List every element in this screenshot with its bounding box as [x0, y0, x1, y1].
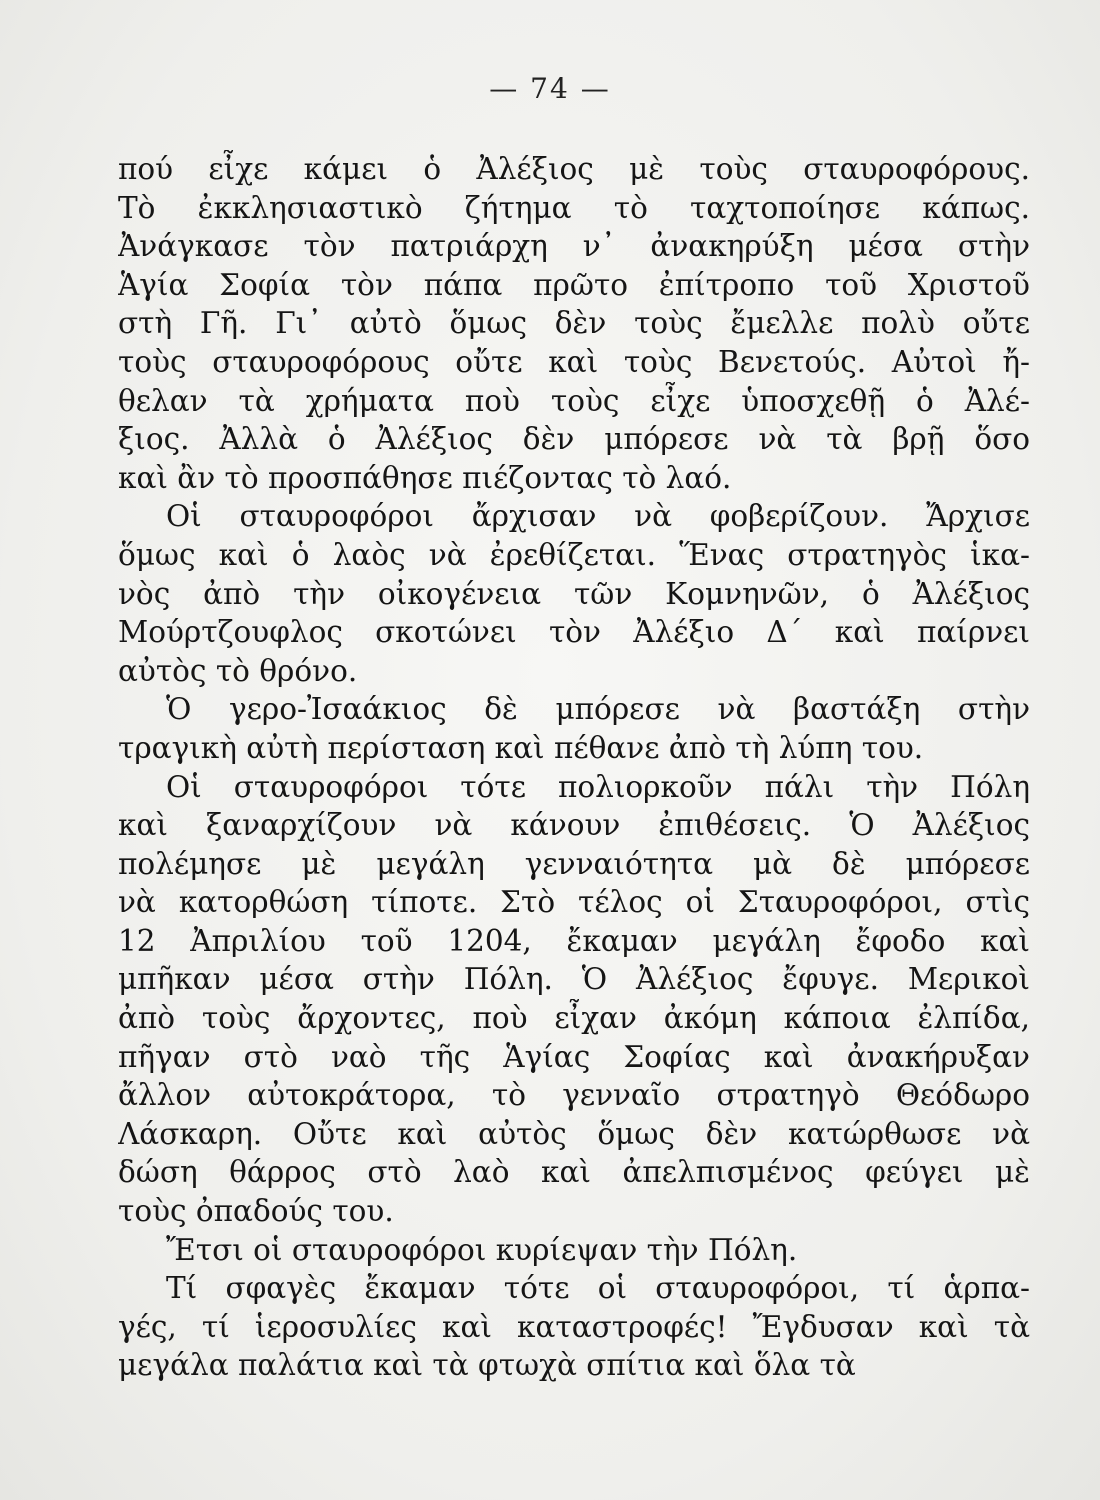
text-line: Οἱ σταυροφόροι ἄρχισαν νὰ φοβερίζουν. Ἄρχισε	[166, 499, 1030, 534]
text-line: πῆγαν στὸ ναὸ τῆς Ἁγίας Σοφίας καὶ ἀνακήρυξαν	[118, 1039, 1030, 1074]
text-line: Τί σφαγὲς ἔκαμαν τότε οἱ σταυροφόροι, τί ἁρπα-	[166, 1271, 1030, 1306]
text-line: τραγικὴ αὐτὴ περίσταση καὶ πέθανε ἀπὸ τὴ λύπη του.	[118, 730, 924, 765]
paragraph	[118, 497, 1030, 690]
text-line: Οἱ σταυροφόροι τότε πολιορκοῦν πάλι τὴν Πόλη	[166, 769, 1030, 804]
text-line: ἀπὸ τοὺς ἄρχοντες, ποὺ εἶχαν ἀκόμη κάποια ἐλπίδα,	[118, 1001, 1030, 1036]
text-line: θελαν τὰ χρήματα ποὺ τοὺς εἶχε ὑποσχεθῇ ὁ Ἀλέ-	[118, 383, 1030, 418]
text-line: πού εἶχε κάμει ὁ Ἀλέξιος μὲ τοὺς σταυροφόρους.	[118, 152, 1030, 186]
text-line: Ἁγία Σοφία τὸν πάπα πρῶτο ἐπίτροπο τοῦ Χριστοῦ	[118, 267, 1030, 302]
text-line: πολέμησε μὲ μεγάλη γενναιότητα μὰ δὲ μπόρεσε	[118, 846, 1030, 881]
text-line: 12 Ἀπριλίου τοῦ 1204, ἔκαμαν μεγάλη ἔφοδο καὶ	[118, 923, 1030, 958]
text-line: μπῆκαν μέσα στὴν Πόλη. Ὁ Ἀλέξιος ἔφυγε. Μερικοὶ	[118, 962, 1030, 997]
text-line: Μούρτζουφλος σκοτώνει τὸν Ἀλέξιο Δ΄ καὶ παίρνει	[118, 615, 1030, 650]
text-line: Λάσκαρη. Οὔτε καὶ αὐτὸς ὅμως δὲν κατώρθωσε νὰ	[118, 1116, 1030, 1151]
paragraph	[118, 150, 1030, 497]
text-line: αὐτὸς τὸ θρόνο.	[118, 653, 358, 688]
text-line: ξιος. Ἀλλὰ ὁ Ἀλέξιος δὲν μπόρεσε νὰ τὰ βρῇ ὅσο	[118, 422, 1030, 457]
text-line: Ἔτσι οἱ σταυροφόροι κυρίεψαν τὴν Πόλη.	[166, 1232, 798, 1267]
text-line: μεγάλα παλάτια καὶ τὰ φτωχὰ σπίτια καὶ ὅλα τὰ	[118, 1348, 856, 1383]
text-line: γές, τί ἱεροσυλίες καὶ καταστροφές! Ἔγδυσαν καὶ τὰ	[118, 1309, 1030, 1344]
text-line: στὴ Γῆ. Γι᾽ αὐτὸ ὅμως δὲν τοὺς ἔμελλε πολὺ οὔτε	[118, 306, 1030, 341]
paragraph	[118, 690, 1030, 767]
page-number: — 74 —	[489, 72, 611, 105]
text-line: Ἀνάγκασε τὸν πατριάρχη ν᾽ ἀνακηρύξη μέσα στὴν	[118, 229, 1030, 264]
paragraph	[118, 1231, 1030, 1270]
text-line: καὶ ξαναρχίζουν νὰ κάνουν ἐπιθέσεις. Ὁ Ἀλέξιος	[118, 808, 1030, 843]
text-line: τοὺς ὀπαδούς του.	[118, 1194, 394, 1229]
text-line: καὶ ἂν τὸ προσπάθησε πιέζοντας τὸ λαό.	[118, 460, 732, 495]
paragraph	[118, 768, 1030, 1231]
text-line: τοὺς σταυροφόρους οὔτε καὶ τοὺς Βενετούς. Αὐτοὶ ἤ-	[118, 344, 1030, 379]
body-text	[118, 150, 1030, 1385]
text-line: νὸς ἀπὸ τὴν οἰκογένεια τῶν Κομνηνῶν, ὁ Ἀλέξιος	[118, 576, 1030, 611]
text-line: δώση θάρρος στὸ λαὸ καὶ ἀπελπισμένος φεύγει μὲ	[118, 1155, 1030, 1190]
text-line: Ὁ γερο-Ἰσαάκιος δὲ μπόρεσε νὰ βαστάξη στὴν	[166, 692, 1030, 727]
paragraph	[118, 1269, 1030, 1385]
text-line: νὰ κατορθώση τίποτε. Στὸ τέλος οἱ Σταυροφόροι, στὶς	[118, 885, 1030, 920]
text-line: ὅμως καὶ ὁ λαὸς νὰ ἐρεθίζεται. Ἕνας στρατηγὸς ἱκα-	[118, 537, 1030, 572]
text-line: ἄλλον αὐτοκράτορα, τὸ γενναῖο στρατηγὸ Θεόδωρο	[118, 1078, 1030, 1113]
text-line: Τὸ ἐκκλησιαστικὸ ζήτημα τὸ ταχτοποίησε κάπως.	[118, 190, 1030, 225]
